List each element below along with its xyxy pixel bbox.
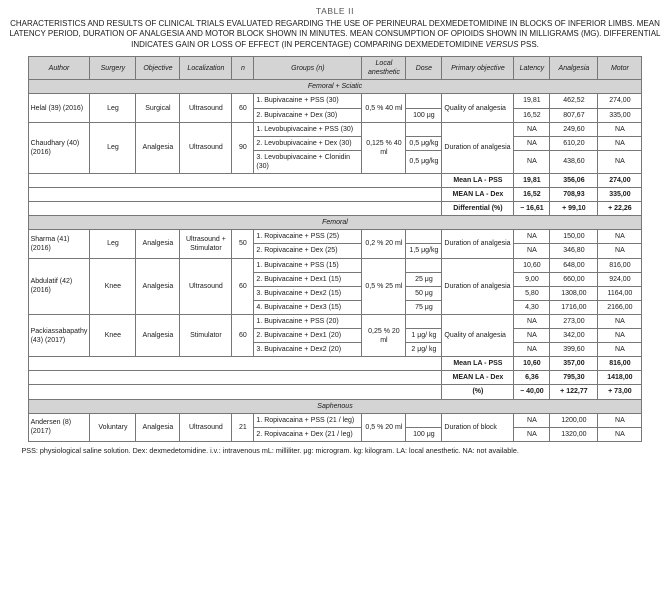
table-cell: 3. Bupivacaine + Dex2 (15)	[254, 286, 362, 300]
section-header-cell: Femoral	[28, 216, 642, 230]
table-cell: Knee	[90, 314, 136, 356]
table-row	[28, 413, 642, 427]
table-cell: 1. Bupivacaine + PSS (30)	[254, 94, 362, 108]
table-cell: NA	[514, 314, 550, 328]
table-cell: NA	[598, 314, 642, 328]
table-cell	[406, 258, 442, 272]
table-cell: NA	[598, 329, 642, 343]
table-cell: NA	[514, 413, 550, 427]
table-cell: 816,00	[598, 258, 642, 272]
table-cell: + 22,26	[598, 202, 642, 216]
table-cell: 2. Bupivacaine + Dex (30)	[254, 108, 362, 122]
table-cell: 16,52	[514, 108, 550, 122]
table-cell: 0,5 % 25 ml	[362, 258, 406, 314]
table-cell: 357,00	[550, 357, 598, 371]
table-cell: 60	[232, 258, 254, 314]
table-cell: 660,00	[550, 272, 598, 286]
table-cell	[406, 230, 442, 244]
table-cell	[406, 413, 442, 427]
table-cell: 19,81	[514, 94, 550, 108]
table-cell: Mean LA - PSS	[442, 357, 514, 371]
table-caption	[8, 19, 662, 50]
column-header-motor: Motor	[598, 57, 642, 80]
table-row	[28, 174, 642, 188]
table-row	[28, 122, 642, 136]
table-cell: 274,00	[598, 174, 642, 188]
table-cell	[28, 371, 442, 385]
table-cell: 1164,00	[598, 286, 642, 300]
table-cell: NA	[514, 244, 550, 258]
table-cell: Andersen (8) (2017)	[28, 413, 90, 441]
table-cell: 462,52	[550, 94, 598, 108]
table-cell: 249,60	[550, 122, 598, 136]
table-cell: 807,67	[550, 108, 598, 122]
table-row	[28, 230, 642, 244]
table-cell: Ultrasound	[180, 94, 232, 122]
table-cell: 1418,00	[598, 371, 642, 385]
table-row	[28, 94, 642, 108]
table-cell: 708,93	[550, 188, 598, 202]
table-cell: Sharma (41) (2016)	[28, 230, 90, 258]
table-cell: Leg	[90, 94, 136, 122]
table-row	[28, 314, 642, 328]
table-cell: 3. Levobupivacaine + Clonidin (30)	[254, 150, 362, 173]
table-cell: NA	[514, 230, 550, 244]
table-cell: 6,36	[514, 371, 550, 385]
table-cell: NA	[598, 244, 642, 258]
section-header-cell: Femoral + Sciatic	[28, 80, 642, 94]
table-cell	[28, 385, 442, 399]
table-cell: Duration of block	[442, 413, 514, 441]
table-cell: 438,60	[550, 150, 598, 173]
table-cell: 5,80	[514, 286, 550, 300]
table-cell: 356,06	[550, 174, 598, 188]
column-header-localization: Localization	[180, 57, 232, 80]
section-row	[28, 80, 642, 94]
table-cell: 16,52	[514, 188, 550, 202]
table-cell: 25 μg	[406, 272, 442, 286]
table-cell	[406, 314, 442, 328]
table-cell: 75 μg	[406, 300, 442, 314]
table-cell: Differential (%)	[442, 202, 514, 216]
table-cell: 50	[232, 230, 254, 258]
table-cell: 100 μg	[406, 108, 442, 122]
table-cell: 60	[232, 94, 254, 122]
table-cell	[28, 357, 442, 371]
table-cell: 0,5 % 40 ml	[362, 94, 406, 122]
table-cell: 1320,00	[550, 427, 598, 441]
table-cell: 0,125 % 40 ml	[362, 122, 406, 173]
table-cell: + 122,77	[550, 385, 598, 399]
column-header-local-anesthetic: Local anesthetic	[362, 57, 406, 80]
table-cell: NA	[514, 122, 550, 136]
column-header-latency: Latency	[514, 57, 550, 80]
table-cell: 342,00	[550, 329, 598, 343]
table-cell: Surgical	[136, 94, 180, 122]
table-cell: NA	[514, 329, 550, 343]
table-cell: − 40,00	[514, 385, 550, 399]
section-row	[28, 399, 642, 413]
table-cell: 610,20	[550, 136, 598, 150]
table-cell	[28, 202, 442, 216]
column-header-objective: Objective	[136, 57, 180, 80]
table-cell: 274,00	[598, 94, 642, 108]
caption-versus-word: VERSUS	[485, 39, 519, 49]
table-cell: 2. Bupivacaine + Dex1 (20)	[254, 329, 362, 343]
table-row	[28, 371, 642, 385]
table-cell: Ultrasound + Stimulator	[180, 230, 232, 258]
table-cell: Quality of analgesia	[442, 94, 514, 122]
table-cell: Ultrasound	[180, 413, 232, 441]
section-row	[28, 216, 642, 230]
table-cell: Knee	[90, 258, 136, 314]
table-cell: 150,00	[550, 230, 598, 244]
table-cell: 335,00	[598, 188, 642, 202]
table-cell: 0,5 μg/kg	[406, 150, 442, 173]
table-cell: 60	[232, 314, 254, 356]
table-cell: Leg	[90, 122, 136, 173]
table-cell: 2. Ropivacaina + Dex (21 / leg)	[254, 427, 362, 441]
table-cell: Analgesia	[136, 230, 180, 258]
table-cell: Abdulatif (42) (2016)	[28, 258, 90, 314]
table-cell: + 73,00	[598, 385, 642, 399]
caption-text: CHARACTERISTICS AND RESULTS OF CLINICAL TRIALS EVALUATED REGARDING THE USE OF PERINEURAL DEXMEDETOMIDINE IN BLOCKS OF INFERIOR LIMBS. MEAN LATENCY PERIOD, DURATION OF ANALGESIA AND MOTOR BLOCK SHOWN IN MINUTES. MEAN CONSUMPTION OF OPIOIDS SHOWN IN MILLIGRAMS (MG). DIFFERENTIAL INDICATES GAIN OR LOSS OF EFFECT (IN PERCENTAGE) COMPARING DEXMEDETOMIDINE	[9, 19, 661, 49]
table-row	[28, 258, 642, 272]
table-cell: NA	[598, 122, 642, 136]
table-cell: NA	[598, 427, 642, 441]
table-cell: 346,80	[550, 244, 598, 258]
table-cell: 1. Levobupivacaine + PSS (30)	[254, 122, 362, 136]
table-cell: 4,30	[514, 300, 550, 314]
table-cell: Helal (39) (2016)	[28, 94, 90, 122]
table-cell: Quality of analgesia	[442, 314, 514, 356]
table-cell: 924,00	[598, 272, 642, 286]
table-cell: 2. Ropivacaine + Dex (25)	[254, 244, 362, 258]
column-header-n: n	[232, 57, 254, 80]
table-cell: 1308,00	[550, 286, 598, 300]
column-header-dose: Dose	[406, 57, 442, 80]
table-cell: NA	[598, 136, 642, 150]
table-cell: NA	[598, 413, 642, 427]
table-cell: 816,00	[598, 357, 642, 371]
table-cell: Analgesia	[136, 413, 180, 441]
table-cell: 10,60	[514, 258, 550, 272]
table-cell: Analgesia	[136, 258, 180, 314]
table-cell: Analgesia	[136, 122, 180, 173]
table-cell: 9,00	[514, 272, 550, 286]
table-cell: Duration of analgesia	[442, 122, 514, 173]
column-header-author: Author	[28, 57, 90, 80]
table-cell: 2166,00	[598, 300, 642, 314]
table-cell: Mean LA - PSS	[442, 174, 514, 188]
section-header-cell: Saphenous	[28, 399, 642, 413]
column-header-primary-objective: Primary objective	[442, 57, 514, 80]
table-cell: Stimulator	[180, 314, 232, 356]
table-cell: − 16,61	[514, 202, 550, 216]
table-header-row	[28, 57, 642, 80]
table-cell: 273,00	[550, 314, 598, 328]
table-cell: + 99,10	[550, 202, 598, 216]
table-cell: 100 μg	[406, 427, 442, 441]
table-cell: 3. Bupivacaine + Dex2 (20)	[254, 343, 362, 357]
table-cell: 1,5 μg/kg	[406, 244, 442, 258]
table-cell	[28, 188, 442, 202]
table-cell: MEAN LA - Dex	[442, 371, 514, 385]
table-cell: 648,00	[550, 258, 598, 272]
table-footnote: PSS: physiological saline solution. Dex: dexmedetomidine. i.v.: intravenous mL: milliliter. μg: microgram. kg: kilogram. LA: local anesthetic. NA: not available.	[21, 445, 519, 455]
table-cell	[28, 174, 442, 188]
table-cell: Ultrasound	[180, 122, 232, 173]
table-cell: 1 μg/ kg	[406, 329, 442, 343]
table-row	[28, 202, 642, 216]
table-cell: Ultrasound	[180, 258, 232, 314]
table-cell: NA	[514, 343, 550, 357]
caption-text-end: PSS.	[518, 39, 539, 49]
table-head	[28, 57, 642, 80]
table-cell: NA	[598, 150, 642, 173]
table-cell: 19,81	[514, 174, 550, 188]
table-cell: 21	[232, 413, 254, 441]
column-header-analgesia: Analgesia	[550, 57, 598, 80]
table-cell: 0,25 % 20 ml	[362, 314, 406, 356]
table-cell: (%)	[442, 385, 514, 399]
table-cell: NA	[598, 230, 642, 244]
table-cell: 1. Ropivacaine + PSS (25)	[254, 230, 362, 244]
table-cell: 335,00	[598, 108, 642, 122]
table-cell: Analgesia	[136, 314, 180, 356]
table-cell: Chaudhary (40) (2016)	[28, 122, 90, 173]
table-cell: 2 μg/ kg	[406, 343, 442, 357]
table-cell: NA	[514, 136, 550, 150]
table-cell	[406, 122, 442, 136]
table-cell: NA	[514, 150, 550, 173]
table-cell: 2. Levobupivacaine + Dex (30)	[254, 136, 362, 150]
table-cell: 50 μg	[406, 286, 442, 300]
table-cell: 1. Bupivacaine + PSS (15)	[254, 258, 362, 272]
table-cell: Packiassabapathy (43) (2017)	[28, 314, 90, 356]
clinical-trials-table	[28, 56, 643, 442]
table-cell: NA	[598, 343, 642, 357]
table-cell: 0,5 μg/kg	[406, 136, 442, 150]
table-body	[28, 80, 642, 441]
table-row	[28, 385, 642, 399]
column-header-surgery: Surgery	[90, 57, 136, 80]
table-row	[28, 188, 642, 202]
table-cell: Duration of analgesia	[442, 230, 514, 258]
table-cell: 90	[232, 122, 254, 173]
table-cell: 1716,00	[550, 300, 598, 314]
table-cell: 2. Bupivacaine + Dex1 (15)	[254, 272, 362, 286]
table-cell: Leg	[90, 230, 136, 258]
table-cell: 0,2 % 20 ml	[362, 230, 406, 258]
table-cell	[406, 94, 442, 108]
table-cell: Voluntary	[90, 413, 136, 441]
table-row	[28, 357, 642, 371]
table-cell: 399,60	[550, 343, 598, 357]
column-header-groups-n: Groups (n)	[254, 57, 362, 80]
table-cell: 1. Bupivacaine + PSS (20)	[254, 314, 362, 328]
table-cell: 1200,00	[550, 413, 598, 427]
table-cell: NA	[514, 427, 550, 441]
table-cell: 795,30	[550, 371, 598, 385]
table-cell: 1. Ropivacaina + PSS (21 / leg)	[254, 413, 362, 427]
table-cell: 4. Bupivacaine + Dex3 (15)	[254, 300, 362, 314]
table-cell: Duration of analgesia	[442, 258, 514, 314]
table-cell: 0,5 % 20 ml	[362, 413, 406, 441]
table-cell: MEAN LA - Dex	[442, 188, 514, 202]
table-cell: 10,60	[514, 357, 550, 371]
table-number-title: TABLE II	[315, 6, 355, 16]
